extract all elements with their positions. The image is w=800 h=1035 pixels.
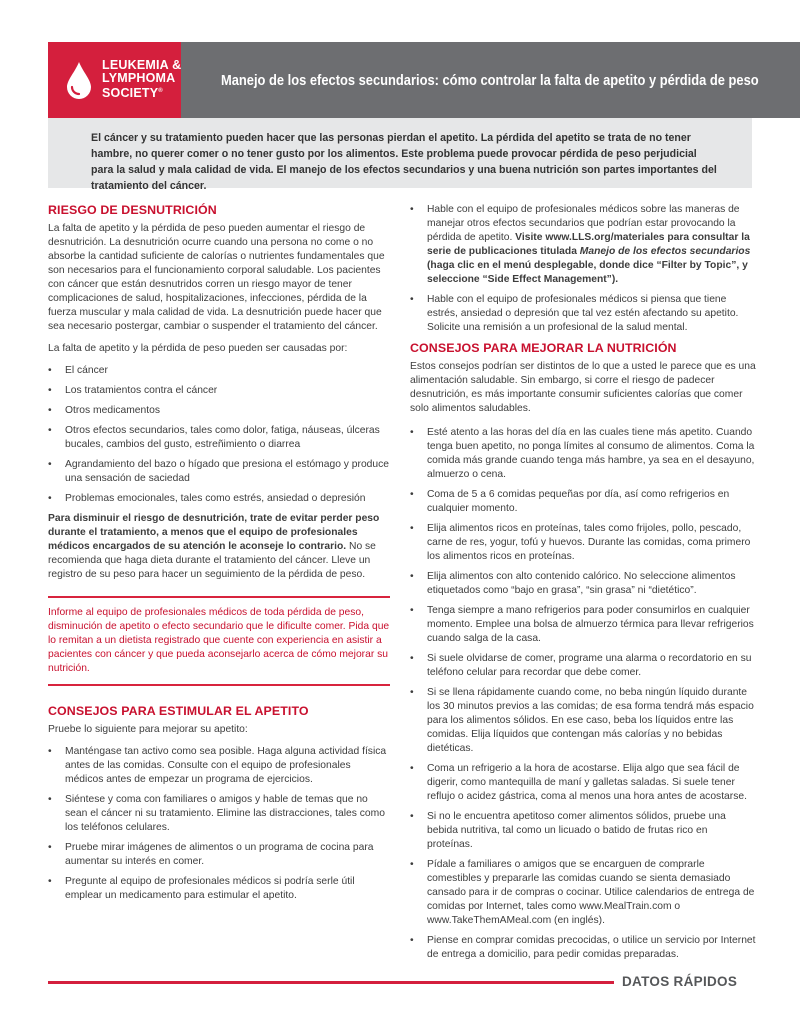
footer-rule — [48, 981, 614, 984]
estimular-list — [48, 745, 390, 903]
intro-summary: El cáncer y su tratamiento pueden hacer que las personas pierdan el apetito. La pérdida del apetito se trata de no tener hambre, no querer comer o no tener gusto por los alimentos. Este problema puede provocar pérdida de peso perjudicial para la salud y mala calidad de vida. El manejo de los efectos secundarios y una buena nutrición son partes importantes del tratamiento del cáncer. — [48, 118, 752, 188]
list-item: • Pídale a familiares o amigos que se encarguen de comprarle comestibles y prepararle las comidas cuando se sienta demasiado cansado para ir de compras o cocinar. Utilice calendarios de entrega de comidas por Internet, tales como www.MealTrain.com o www.TakeThemAMeal.com (en inglés). — [410, 858, 756, 928]
estimular-heading: CONSEJOS PARA ESTIMULAR EL APETITO — [48, 704, 309, 718]
causes-list — [48, 364, 390, 506]
list-item: • Hable con el equipo de profesionales médicos si piensa que tiene estrés, ansiedad o depresión que tal vez estén afectando su apetito. Solicite una remisión a un profesional de la salud mental. — [410, 293, 756, 335]
title-banner — [181, 42, 800, 118]
list-item: • Coma un refrigerio a la hora de acostarse. Elija algo que sea fácil de digerir, como mantequilla de maní y galletas saladas. Si suele tener reflujo o acidez gástrica, coma al menos una hora antes de acostarse. — [410, 762, 756, 804]
left-column — [48, 203, 390, 909]
lls-logo — [48, 42, 181, 118]
list-item: • Elija alimentos ricos en proteínas, tales como frijoles, pollo, pescado, carne de res, yogur, tofú y huevos. Durante las comidas, coma primero los alimentos ricos en proteínas. — [410, 522, 756, 564]
page-title: Manejo de los efectos secundarios: cómo controlar la falta de apetito y pérdida de peso — [221, 71, 759, 89]
list-item: • Si se llena rápidamente cuando come, no beba ningún líquido durante los 30 minutos previos a las comidas; de esa forma tendrá más espacio para los alimentos sólidos. En ese caso, beba los líquidos entre las comidas. Elija líquidos que contengan más calorías y no bebidas dietéticas. — [410, 686, 756, 756]
list-item: • Agrandamiento del bazo o hígado que presiona el estómago y produce una sensación de saciedad — [48, 458, 390, 486]
riesgo-heading: RIESGO DE DESNUTRICIÓN — [48, 203, 217, 217]
list-item: • Otros efectos secundarios, tales como dolor, fatiga, náuseas, úlceras bucales, cambios del gusto, estreñimiento o diarrea — [48, 424, 390, 452]
riesgo-advice-bold: Para disminuir el riesgo de desnutrición, trate de evitar perder peso durante el tratamiento, a menos que el equipo de profesionales médicos encargados de su atención le aconseje lo contrario. — [48, 513, 380, 552]
list-item: • Tenga siempre a mano refrigerios para poder consumirlos en cualquier momento. Emplee una bolsa de almuerzo térmica para llevar refrigerios cuando salga de la casa. — [410, 604, 756, 646]
page-header — [48, 42, 759, 118]
list-item: • Elija alimentos con alto contenido calórico. No seleccione alimentos etiquetados como “bajo en grasa”, “sin grasa” ni “dietético”. — [410, 570, 756, 598]
list-item: • Manténgase tan activo como sea posible. Haga alguna actividad física antes de las comidas. Consulte con el equipo de profesionales médicos antes de empezar un programa de ejercicios. — [48, 745, 390, 787]
blood-drop-icon — [64, 60, 94, 100]
right-column — [410, 203, 756, 968]
list-item: • Otros medicamentos — [48, 404, 390, 418]
riesgo-paragraph-3 — [48, 512, 390, 582]
logo-wordmark — [102, 59, 181, 100]
riesgo-paragraph-1: La falta de apetito y la pérdida de peso pueden aumentar el riesgo de desnutrición. La desnutrición ocurre cuando una persona no come o no absorbe la cantidad suficiente de calorías o nutrientes fundamentales que son necesarios para el funcionamiento corporal saludable. Los pacientes con cáncer que están desnutridos corren un riesgo mayor de tener complicaciones de salud, hospitalizaciones, infecciones, pérdida de la fuerza muscular y mala calidad de vida. La desnutrición puede hacer que sea necesario postergar, cambiar o suspender el tratamiento del cáncer. — [48, 223, 385, 332]
list-item: • Piense en comprar comidas precocidas, o utilice un servicio por Internet de entrega a domicilio, para pedir comidas preparadas. — [410, 934, 756, 962]
list-item: • Pregunte al equipo de profesionales médicos si podría serle útil emplear un medicamento para estimular el apetito. — [48, 875, 390, 903]
logo-line-2: LYMPHOMA — [102, 71, 176, 86]
riesgo-paragraph-2: La falta de apetito y la pérdida de peso pueden ser causadas por: — [48, 343, 348, 354]
estimular-intro: Pruebe lo siguiente para mejorar su apetito: — [48, 724, 248, 735]
riesgo-advice-rest: No se recomienda que haga dieta durante el tratamiento del cáncer. Lleve un registro de su peso para hacer un seguimiento de la pérdida de peso. — [48, 541, 376, 580]
logo-line-1: LEUKEMIA & — [102, 58, 182, 73]
list-item: • Pruebe mirar imágenes de alimentos o un programa de cocina para aumentar su interés en comer. — [48, 841, 390, 869]
nutricion-heading: CONSEJOS PARA MEJORAR LA NUTRICIÓN — [410, 341, 677, 355]
list-item: • Si no le encuentra apetitoso comer alimentos sólidos, pruebe una bebida nutritiva, tal como un licuado o batido de frutas rico en proteínas. — [410, 810, 756, 852]
list-item: • Siéntese y coma con familiares o amigos y hable de temas que no sean el cáncer ni su tratamiento. Elimine las distracciones, tales como los teléfonos celulares. — [48, 793, 390, 835]
list-item: • Esté atento a las horas del día en las cuales tiene más apetito. Cuando tenga buen apetito, no ponga límites al consumo de alimentos. Coma la comida más grande cuando tenga más hambre, ya sea en el desayuno, almuerzo o cena. — [410, 426, 756, 482]
list-item: • Los tratamientos contra el cáncer — [48, 384, 390, 398]
list-item: • El cáncer — [48, 364, 390, 378]
nutricion-list — [410, 426, 756, 962]
list-item: • Si suele olvidarse de comer, programe una alarma o recordatorio en su teléfono celular para recordar que debe comer. — [410, 652, 756, 680]
logo-line-3: SOCIETY® — [102, 86, 163, 101]
nutricion-intro: Estos consejos podrían ser distintos de lo que a usted le parece que es una alimentación saludable. Sin embargo, si corre el riesgo de padecer desnutrición, es más importante consumir suficientes calorías que comer solo alimentos saludables. — [410, 361, 756, 414]
list-item: • Hable con el equipo de profesionales médicos sobre las maneras de manejar otros efectos secundarios que podrían estar provocando la pérdida de apetito. Visite www.LLS.org/materiales para consultar la serie de publicaciones titulada Manejo de los efectos secundarios (haga clic en el menú desplegable, donde dice “Filter by Topic”, y seleccione “Side Effect Management”). — [410, 203, 756, 287]
list-item: • Problemas emocionales, tales como estrés, ansiedad o depresión — [48, 492, 390, 506]
list-item: • Coma de 5 a 6 comidas pequeñas por día, así como refrigerios en cualquier momento. — [410, 488, 756, 516]
side-effects-list — [410, 203, 756, 335]
footer-label: DATOS RÁPIDOS — [622, 974, 738, 989]
callout-box: Informe al equipo de profesionales médicos de toda pérdida de peso, disminución de apetito o efecto secundario que le dificulte comer. Pida que lo remitan a un dietista registrado que cuente con experiencia en asistir a pacientes con cáncer y que pueda aconsejarlo acerca de cómo mejorar su nutrición. — [48, 596, 390, 686]
